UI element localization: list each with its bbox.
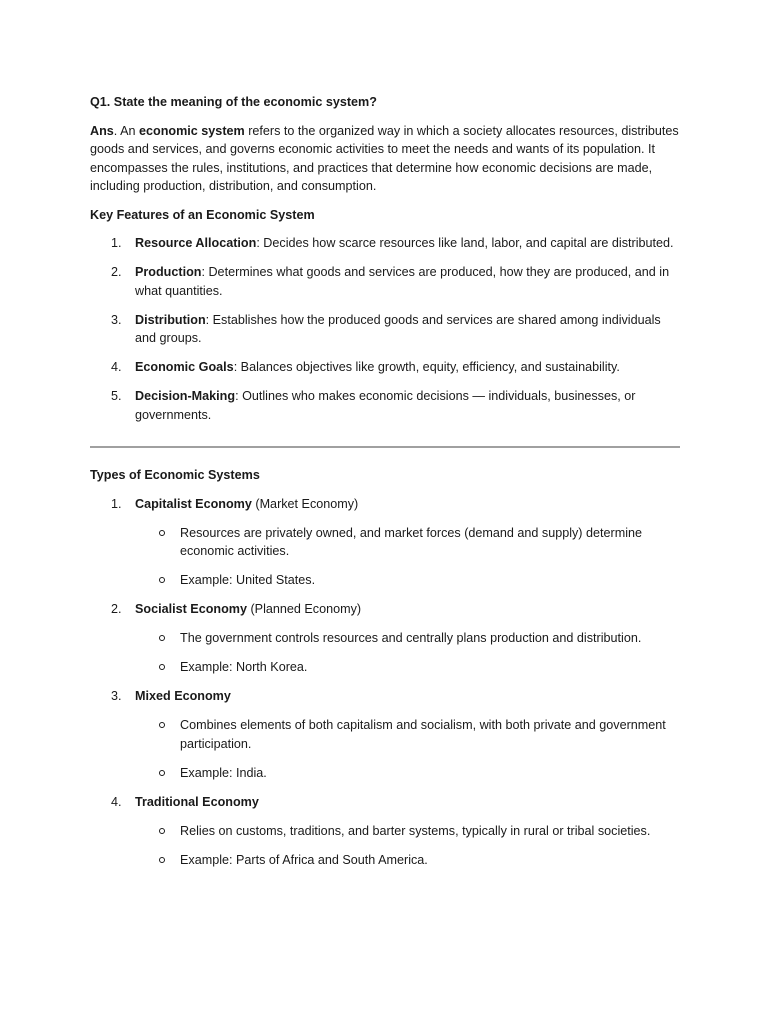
answer-label: Ans	[90, 123, 114, 138]
hollow-bullet-icon	[159, 577, 165, 583]
feature-desc: : Balances objectives like growth, equity, efficiency, and sustainability.	[233, 360, 620, 374]
sub-item-text: Example: North Korea.	[180, 660, 308, 674]
feature-item	[90, 263, 680, 300]
horizontal-divider	[90, 446, 680, 448]
feature-desc: : Outlines who makes economic decisions — individuals, businesses, or governments.	[135, 389, 636, 422]
type-term: Capitalist Economy	[135, 496, 252, 511]
feature-desc: : Establishes how the produced goods and services are shared among individuals and groups.	[135, 312, 661, 345]
hollow-bullet-icon	[159, 635, 165, 641]
hollow-bullet-icon	[159, 530, 165, 536]
sub-list-item	[135, 629, 680, 648]
type-paren: (Market Economy)	[251, 496, 359, 511]
list-number: 1.	[111, 236, 122, 250]
sub-item-text: Example: Parts of Africa and South America.	[180, 852, 428, 867]
type-sublist	[135, 716, 680, 782]
type-term: Socialist Economy	[135, 602, 247, 616]
list-number: 1.	[111, 496, 122, 511]
feature-item	[90, 358, 680, 377]
sub-list-item	[135, 524, 680, 561]
answer-text-b: refers to the organized way in which a society allocates resources, distributes goods and services, and governs economic activities to meet the needs and wants of its population. It encompasses the rules, institutions, and practices that determine how economic decisions are made, including production, distribution, and consumption.	[90, 123, 679, 193]
list-number: 4.	[111, 794, 122, 809]
features-heading: Key Features of an Economic System	[90, 207, 315, 222]
list-number: 4.	[111, 360, 122, 374]
sub-item-text: Example: India.	[180, 765, 267, 780]
type-item	[90, 793, 680, 870]
list-number: 3.	[111, 312, 122, 327]
sub-list-item	[135, 658, 680, 677]
list-number: 5.	[111, 389, 122, 403]
feature-item	[90, 234, 680, 253]
type-item	[90, 495, 680, 590]
sub-item-text: Combines elements of both capitalism and socialism, with both private and government participation.	[180, 718, 666, 751]
type-sublist	[135, 822, 680, 870]
type-item	[90, 687, 680, 782]
feature-term: Economic Goals	[135, 360, 234, 374]
feature-desc: : Decides how scarce resources like land, labor, and capital are distributed.	[256, 236, 674, 250]
sub-item-text: Relies on customs, traditions, and barter systems, typically in rural or tribal societies.	[180, 823, 651, 838]
feature-term: Distribution	[135, 312, 206, 327]
hollow-bullet-icon	[159, 857, 165, 863]
type-sublist	[135, 629, 680, 677]
type-paren: (Planned Economy)	[246, 602, 362, 616]
sub-list-item	[135, 764, 680, 783]
sub-list-item	[135, 851, 680, 870]
sub-list-item	[135, 822, 680, 841]
sub-item-text: The government controls resources and centrally plans production and distribution.	[180, 631, 642, 645]
feature-term: Decision-Making	[135, 389, 236, 403]
type-term: Mixed Economy	[135, 689, 231, 703]
feature-term: Production	[135, 265, 202, 279]
sub-item-text: Resources are privately owned, and market forces (demand and supply) determine economic activities.	[180, 525, 643, 558]
document-body	[90, 93, 680, 880]
sub-item-text: Example: United States.	[180, 573, 316, 587]
sub-list-item	[135, 716, 680, 753]
question-heading: Q1. State the meaning of the economic system?	[90, 95, 377, 109]
feature-term: Resource Allocation	[135, 236, 257, 250]
answer-text-a: . An	[113, 123, 140, 138]
list-number: 2.	[111, 265, 122, 279]
type-item	[90, 600, 680, 677]
hollow-bullet-icon	[159, 770, 165, 776]
features-list	[90, 234, 680, 424]
types-heading: Types of Economic Systems	[90, 468, 260, 482]
sub-list-item	[135, 571, 680, 590]
type-term: Traditional Economy	[135, 794, 259, 809]
answer-paragraph	[90, 122, 680, 196]
types-list	[90, 495, 680, 870]
list-number: 3.	[111, 689, 122, 703]
hollow-bullet-icon	[159, 722, 165, 728]
hollow-bullet-icon	[159, 664, 165, 670]
type-sublist	[135, 524, 680, 590]
hollow-bullet-icon	[159, 828, 165, 834]
feature-desc: : Determines what goods and services are produced, how they are produced, and in what quantities.	[135, 265, 670, 298]
answer-term: economic system	[139, 123, 245, 138]
feature-item	[90, 311, 680, 348]
feature-item	[90, 387, 680, 424]
list-number: 2.	[111, 602, 122, 616]
